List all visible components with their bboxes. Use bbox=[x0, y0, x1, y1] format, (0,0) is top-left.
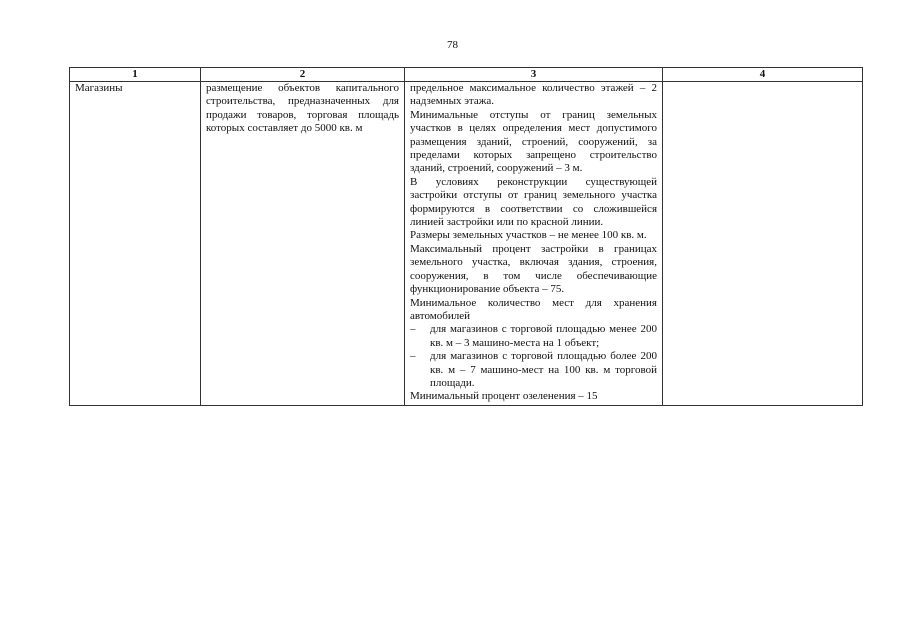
cell-notes bbox=[663, 82, 863, 406]
list-item bbox=[410, 350, 657, 390]
param-paragraph: предельное максимальное количество этажей – 2 надземных этажа. bbox=[410, 82, 657, 108]
bullet-dash: – bbox=[410, 323, 416, 336]
use-description-text: размещение объектов капитального строительства, предназначенных для продажи товаров, торговая площадь которых составляет до 5000 кв. м bbox=[206, 82, 399, 135]
table-row bbox=[70, 82, 863, 406]
param-paragraph: Максимальный процент застройки в границах земельного участка, включая здания, строения, сооружения, в том числе обеспечивающие функционирование объекта – 75. bbox=[410, 242, 657, 296]
header-col-3: 3 bbox=[405, 68, 663, 82]
param-paragraph: Минимальные отступы от границ земельных участков в целях определения мест допустимого размещения зданий, строений, сооружений, за пределами которых запрещено строительство зданий, строений, сооружений – 3 м. bbox=[410, 108, 657, 175]
parameters-block bbox=[405, 82, 662, 405]
header-col-2: 2 bbox=[201, 68, 405, 82]
use-type-text: Магазины bbox=[75, 82, 123, 94]
list-item bbox=[410, 323, 657, 350]
bullet-dash: – bbox=[410, 350, 416, 363]
page-number: 78 bbox=[447, 39, 458, 51]
list-item-text: для магазинов с торговой площадью менее 200 кв. м – 3 машино-места на 1 объект; bbox=[430, 323, 657, 349]
regulations-table bbox=[69, 67, 863, 406]
cell-use-description bbox=[201, 82, 405, 406]
header-col-4: 4 bbox=[663, 68, 863, 82]
cell-parameters bbox=[405, 82, 663, 406]
list-item-text: для магазинов с торговой площадью более 200 кв. м – 7 машино-мест на 100 кв. м торговой площади. bbox=[430, 350, 657, 389]
param-paragraph: Минимальный процент озеленения – 15 bbox=[410, 390, 598, 403]
param-paragraph: В условиях реконструкции существующей застройки отступы от границ земельного участка формируются в соответствии со сложившейся линией застройки или по красной линии. bbox=[410, 175, 657, 229]
header-col-1: 1 bbox=[70, 68, 201, 82]
param-paragraph: Минимальное количество мест для хранения автомобилей bbox=[410, 296, 657, 322]
table-header-row bbox=[70, 68, 863, 82]
cell-use-type bbox=[70, 82, 201, 406]
param-paragraph: Размеры земельных участков – не менее 100 кв. м. bbox=[410, 229, 647, 242]
